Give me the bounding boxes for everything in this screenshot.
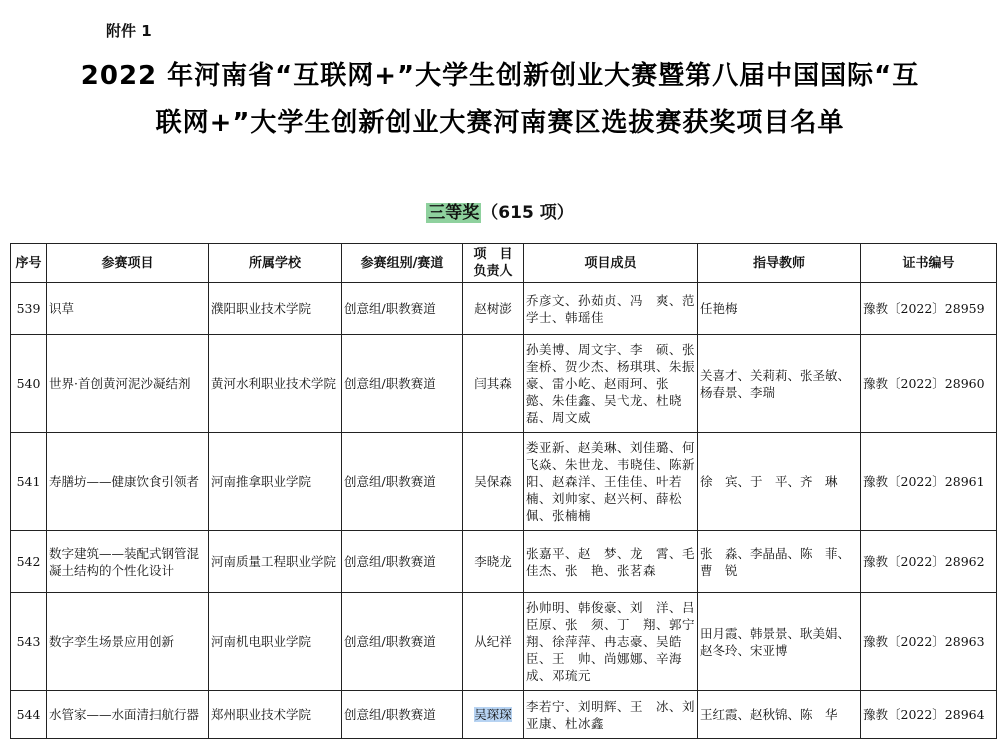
- header-school: 所属学校: [209, 244, 342, 283]
- header-project: 参赛项目: [47, 244, 209, 283]
- cell-school: 濮阳职业技术学院: [209, 283, 342, 335]
- cell-teachers: 任艳梅: [698, 283, 861, 335]
- cell-cert: 豫教〔2022〕28962: [861, 531, 997, 593]
- cell-project: 寿膳坊——健康饮食引领者: [47, 433, 209, 531]
- cell-cert: 豫教〔2022〕28961: [861, 433, 997, 531]
- cell-leader: [463, 691, 524, 739]
- cell-school: 郑州职业技术学院: [209, 691, 342, 739]
- table-row: [11, 433, 997, 531]
- cell-leader: 吴保森: [463, 433, 524, 531]
- cell-members: 乔彦文、孙茹贞、冯 爽、范学士、韩瑶佳: [524, 283, 698, 335]
- cell-members: 孙帅明、韩俊豪、刘 洋、吕臣原、张 须、丁 翔、郭宁翔、徐萍萍、冉志豪、吴皓臣、王 帅、尚娜娜、辛海成、邓琉元: [524, 593, 698, 691]
- cell-project: 数字建筑——装配式钢管混凝土结构的个性化设计: [47, 531, 209, 593]
- cell-teachers: 徐 宾、于 平、齐 琳: [698, 433, 861, 531]
- highlighted-leader: 吴琛琛: [474, 707, 512, 722]
- document-title-line1: 2022 年河南省“互联网+”大学生创新创业大赛暨第八届中国国际“互: [80, 61, 920, 91]
- cell-leader: 赵树澎: [463, 283, 524, 335]
- header-cert: 证书编号: [861, 244, 997, 283]
- cell-group: 创意组/职教赛道: [342, 593, 463, 691]
- cell-leader: 闫其森: [463, 335, 524, 433]
- cell-school: 河南质量工程职业学院: [209, 531, 342, 593]
- cell-cert: 豫教〔2022〕28960: [861, 335, 997, 433]
- cell-school: 河南机电职业学院: [209, 593, 342, 691]
- cell-members: 孙美博、周文宇、李 硕、张奎桥、贺少杰、杨琪琪、朱振豪、雷小屹、赵雨珂、张 懿、朱佳鑫、吴弋龙、杜晓磊、周文威: [524, 335, 698, 433]
- table-header-row: [11, 244, 997, 283]
- cell-project: 数字孪生场景应用创新: [47, 593, 209, 691]
- cell-seq: 542: [11, 531, 47, 593]
- cell-project: 水管家——水面清扫航行器: [47, 691, 209, 739]
- cell-group: 创意组/职教赛道: [342, 531, 463, 593]
- award-heading: [0, 198, 1000, 223]
- header-group: 参赛组别/赛道: [342, 244, 463, 283]
- table-row: [11, 335, 997, 433]
- header-leader: 项 目 负责人: [463, 244, 524, 283]
- document-title-line2: 联网+”大学生创新创业大赛河南赛区选拔赛获奖项目名单: [155, 108, 845, 138]
- cell-cert: 豫教〔2022〕28959: [861, 283, 997, 335]
- attachment-label: 附件 1: [106, 22, 152, 40]
- cell-group: 创意组/职教赛道: [342, 283, 463, 335]
- cell-teachers: 田月霞、韩景景、耿美娟、赵冬玲、宋亚博: [698, 593, 861, 691]
- cell-members: 娄亚新、赵美琳、刘佳璐、何飞焱、朱世龙、韦晓佳、陈新阳、赵森洋、王佳佳、叶若楠、刘帅家、赵兴柯、薛松佩、张楠楠: [524, 433, 698, 531]
- cell-cert: 豫教〔2022〕28963: [861, 593, 997, 691]
- cell-group: 创意组/职教赛道: [342, 335, 463, 433]
- cell-cert: 豫教〔2022〕28964: [861, 691, 997, 739]
- table-row: [11, 593, 997, 691]
- award-count: （615 项）: [481, 203, 574, 223]
- cell-teachers: 王红霞、赵秋锦、陈 华: [698, 691, 861, 739]
- table-row: [11, 691, 997, 739]
- cell-school: 河南推拿职业学院: [209, 433, 342, 531]
- cell-group: 创意组/职教赛道: [342, 433, 463, 531]
- award-level: 三等奖: [428, 203, 480, 223]
- cell-leader: 从纪祥: [463, 593, 524, 691]
- cell-members: 李若宁、刘明辉、王 冰、刘亚康、杜冰鑫: [524, 691, 698, 739]
- cell-school: 黄河水利职业技术学院: [209, 335, 342, 433]
- table-row: [11, 283, 997, 335]
- cell-teachers: 张 淼、李晶晶、陈 菲、曹 锐: [698, 531, 861, 593]
- cell-leader: 李晓龙: [463, 531, 524, 593]
- cell-seq: 543: [11, 593, 47, 691]
- cell-seq: 541: [11, 433, 47, 531]
- header-members: 项目成员: [524, 244, 698, 283]
- cell-members: 张嘉平、赵 梦、龙 霄、毛佳杰、张 艳、张茗森: [524, 531, 698, 593]
- cell-project: 识草: [47, 283, 209, 335]
- cell-seq: 539: [11, 283, 47, 335]
- cell-seq: 544: [11, 691, 47, 739]
- cell-project: 世界·首创黄河泥沙凝结剂: [47, 335, 209, 433]
- awards-table: [10, 243, 997, 739]
- cell-group: 创意组/职教赛道: [342, 691, 463, 739]
- table-row: [11, 531, 997, 593]
- cell-seq: 540: [11, 335, 47, 433]
- cell-teachers: 关喜才、关莉莉、张圣敏、杨春景、李瑞: [698, 335, 861, 433]
- header-teachers: 指导教师: [698, 244, 861, 283]
- header-seq: 序号: [11, 244, 47, 283]
